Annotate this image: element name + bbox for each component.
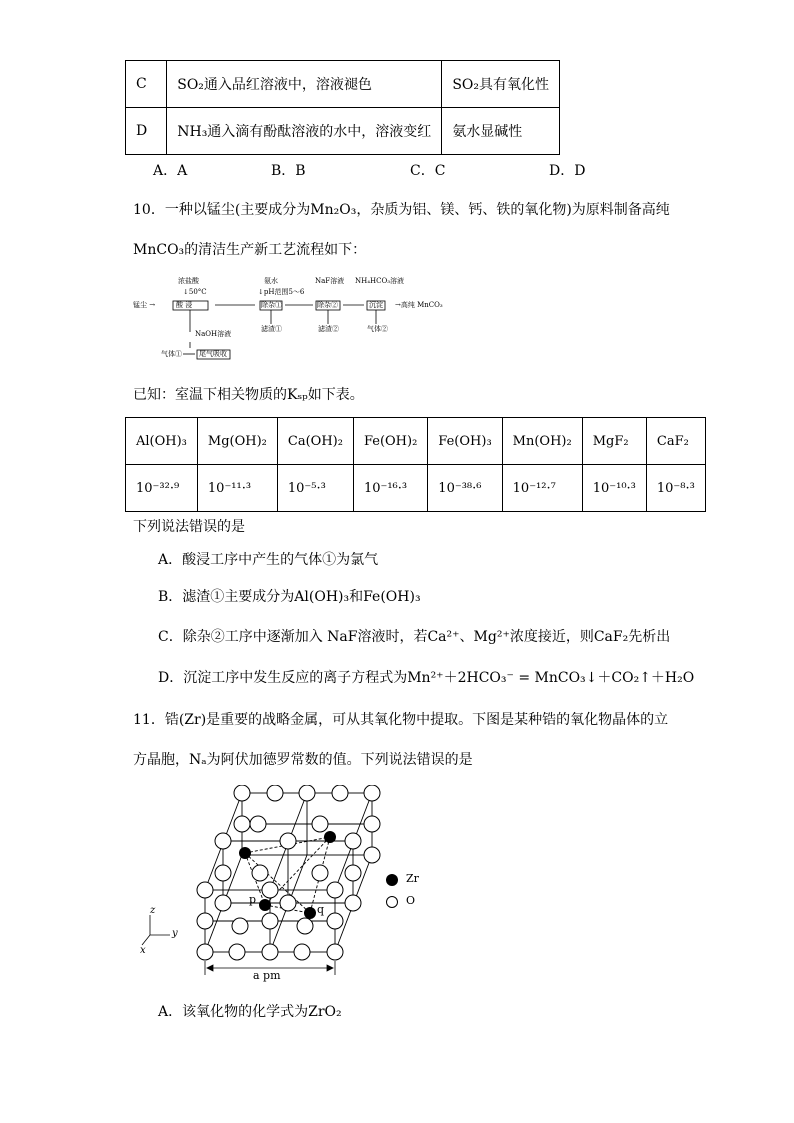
ksp-value: 10⁻⁸·³ — [646, 465, 705, 512]
label-q: q — [317, 903, 325, 916]
process-flowchart — [133, 272, 463, 367]
zr-legend-icon — [386, 874, 398, 886]
axis-x: x — [140, 945, 146, 956]
q10-known: 已知：室温下相关物质的Kₛₚ如下表。 — [133, 387, 364, 403]
ksp-header: Fe(OH)₃ — [428, 418, 502, 465]
ksp-value: 10⁻¹²·⁷ — [502, 465, 582, 512]
flow-product: →高纯 MnCO₃ — [395, 301, 443, 309]
flow-step1: 酸 浸 — [176, 301, 193, 309]
flow-residue2: 滤渣② — [318, 325, 339, 333]
legend-zr: Zr — [406, 872, 419, 885]
ksp-header: Mg(OH)₂ — [197, 418, 277, 465]
q9-option-d[interactable]: D．D — [549, 163, 586, 179]
ksp-value: 10⁻⁵·³ — [277, 465, 353, 512]
legend-o: O — [406, 894, 416, 907]
ksp-header-row — [126, 418, 706, 465]
flow-temp: ↓50°C — [183, 288, 207, 296]
row-operation: SO₂通入品红溶液中，溶液褪色 — [167, 61, 442, 108]
q10-option-d[interactable]: D．沉淀工序中发生反应的离子方程式为Mn²⁺＋2HCO₃⁻ = MnCO₃↓＋CO₂↑＋H₂O — [158, 670, 695, 686]
axis-z: z — [150, 905, 156, 916]
row-letter: D — [126, 108, 167, 155]
row-operation: NH₃通入滴有酚酞溶液的水中，溶液变红 — [167, 108, 442, 155]
flow-step3: 除杂② — [317, 301, 338, 309]
q9-table — [125, 60, 560, 155]
q11-stem-line1: 11．锆(Zr)是重要的战略金属，可从其氧化物中提取。下图是某种锆的氧化物晶体的立 — [133, 712, 669, 728]
flow-nh4hco3: NH₄HCO₃溶液 — [355, 277, 405, 285]
flow-ph: ↓pH范围5～6 — [258, 288, 305, 296]
flow-gas1: 气体① — [161, 350, 182, 358]
ksp-header: Al(OH)₃ — [126, 418, 198, 465]
table-row — [126, 61, 560, 108]
flow-gas2: 气体② — [367, 325, 388, 333]
ksp-header: Mn(OH)₂ — [502, 418, 582, 465]
q10-stem-line1: 10．一种以锰尘(主要成分为Mn₂O₃，杂质为铝、镁、钙、铁的氧化物)为原料制备高纯 — [133, 202, 670, 218]
q11-option-a[interactable]: A．该氧化物的化学式为ZrO₂ — [158, 1004, 342, 1020]
q10-option-c[interactable]: C．除杂②工序中逐渐加入 NaF溶液时，若Ca²⁺、Mg²⁺浓度接近，则CaF₂先析出 — [158, 629, 671, 645]
o-legend-icon — [386, 896, 398, 908]
q10-question: 下列说法错误的是 — [133, 519, 245, 535]
axis-y: y — [172, 928, 178, 939]
ksp-table — [125, 417, 706, 512]
ksp-value-row — [126, 465, 706, 512]
ksp-header: Fe(OH)₂ — [353, 418, 427, 465]
flow-naf: NaF溶液 — [315, 277, 345, 285]
row-letter: C — [126, 61, 167, 108]
ksp-value: 10⁻¹¹·³ — [197, 465, 277, 512]
q11-stem-line2: 方晶胞，Nₐ为阿伏加德罗常数的值。下列说法错误的是 — [133, 752, 473, 768]
q10-option-b[interactable]: B．滤渣①主要成分为Al(OH)₃和Fe(OH)₃ — [158, 589, 421, 605]
q9-option-a[interactable]: A．A — [153, 163, 188, 179]
ksp-header: MgF₂ — [582, 418, 646, 465]
row-conclusion: SO₂具有氧化性 — [442, 61, 560, 108]
flow-step2: 除杂① — [261, 301, 282, 309]
ksp-value: 10⁻³²·⁹ — [126, 465, 198, 512]
q9-option-c[interactable]: C．C — [410, 163, 446, 179]
ksp-value: 10⁻³⁸·⁶ — [428, 465, 502, 512]
flow-residue1: 滤渣① — [261, 325, 282, 333]
q10-stem-line2: MnCO₃的清洁生产新工艺流程如下： — [133, 242, 367, 258]
flowchart-lines — [133, 272, 463, 367]
row-conclusion: 氨水显碱性 — [442, 108, 560, 155]
ksp-header: Ca(OH)₂ — [277, 418, 353, 465]
flow-step4: 沉淀 — [369, 301, 383, 309]
q10-option-a[interactable]: A．酸浸工序中产生的气体①为氯气 — [158, 552, 379, 568]
label-p: p — [249, 893, 257, 906]
q9-option-b[interactable]: B．B — [271, 163, 306, 179]
table-row — [126, 108, 560, 155]
flow-acid: 浓盐酸 — [178, 277, 199, 285]
flow-ammonia: 氨水 — [264, 277, 278, 285]
ksp-value: 10⁻¹⁶·³ — [353, 465, 427, 512]
ksp-value: 10⁻¹⁰·³ — [582, 465, 646, 512]
label-edge: a pm — [253, 969, 281, 982]
ksp-header: CaF₂ — [646, 418, 705, 465]
flow-absorb: 尾气吸收 — [199, 350, 227, 358]
flow-raw: 锰尘 → — [133, 301, 156, 309]
flow-naoh: NaOH溶液 — [195, 330, 232, 338]
